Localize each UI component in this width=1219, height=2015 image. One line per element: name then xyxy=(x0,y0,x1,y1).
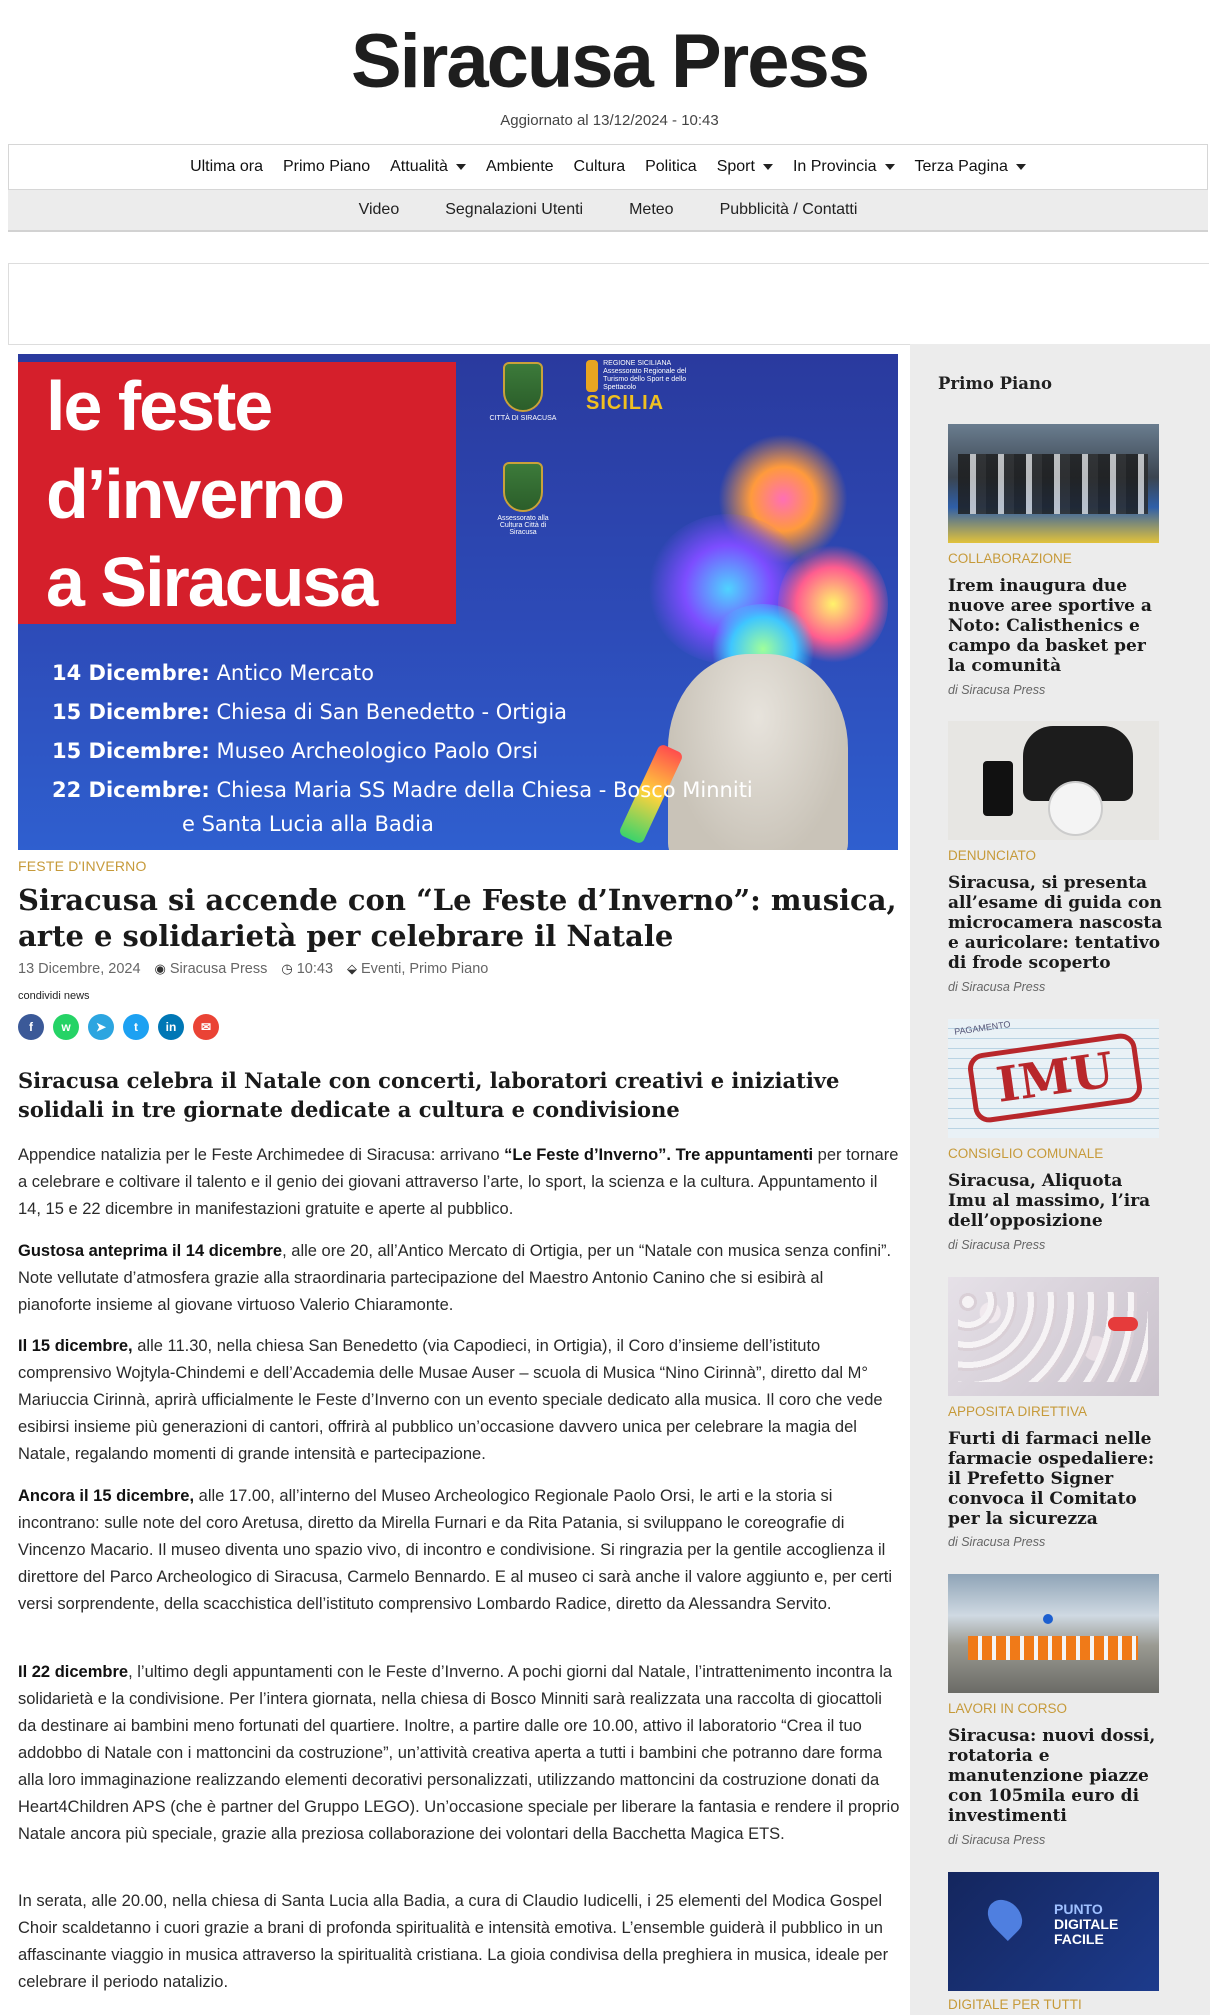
hero-title-line: d’inverno xyxy=(46,455,344,533)
card-byline: di Siracusa Press xyxy=(948,1238,1046,1252)
card-category[interactable]: APPOSITA DIRETTIVA xyxy=(948,1404,1088,1419)
article-paragraph xyxy=(18,1659,900,1848)
hero-date-place: Chiesa di San Benedetto - Ortigia xyxy=(216,700,568,724)
tag-icon: ⬙ xyxy=(347,961,358,976)
ad-banner-slot xyxy=(8,263,1209,345)
hero-title xyxy=(46,362,466,626)
nav-item-politica[interactable] xyxy=(635,158,707,176)
crest-icon xyxy=(503,462,543,512)
hero-title-line: le feste xyxy=(46,367,272,445)
city-crest-logo xyxy=(488,362,558,422)
card-category[interactable]: COLLABORAZIONE xyxy=(948,551,1072,566)
card-title[interactable]: Siracusa, si presenta all’esame di guida con microcamera nascosta e auricolare: tentativo di frode scoperto xyxy=(948,873,1163,973)
email-share-icon[interactable]: ✉ xyxy=(193,1014,219,1040)
region-logo xyxy=(586,360,706,415)
earpiece-illustration xyxy=(1048,781,1103,836)
nav-item-meteo[interactable]: Meteo xyxy=(629,201,674,218)
nav-label: Cultura xyxy=(573,158,626,175)
hero-event-dates xyxy=(52,654,753,838)
nav-label: Primo Piano xyxy=(282,158,371,175)
card-title[interactable]: Siracusa, Aliquota Imu al massimo, l’ira dell’opposizione xyxy=(948,1171,1151,1231)
card-image-punto-digitale[interactable] xyxy=(948,1872,1159,1991)
site-logo-title[interactable]: Siracusa Press xyxy=(350,19,869,104)
logo-caption: REGIONE SICILIANA Assessorato Regionale del Turismo dello Sport e dello Spettacolo xyxy=(603,360,687,391)
nav-item-pubblicita[interactable]: Pubblicità / Contatti xyxy=(719,201,858,218)
nav-label: Attualità xyxy=(390,158,448,175)
sicilia-logo-text: SICILIA xyxy=(586,392,665,414)
nav-label: Sport xyxy=(716,158,755,175)
card-byline: di Siracusa Press xyxy=(948,1535,1046,1549)
hero-date-day: 15 Dicembre: xyxy=(52,739,210,763)
logo-line: PUNTO xyxy=(1054,1901,1103,1917)
hero-date-line xyxy=(52,693,753,732)
date-text: 13 Dicembre, 2024 xyxy=(18,961,141,977)
article-paragraph xyxy=(18,1333,900,1468)
article-tags[interactable] xyxy=(347,961,488,977)
article-paragraph xyxy=(18,1483,900,1618)
people-silhouettes xyxy=(958,454,1148,514)
user-icon: ◉ xyxy=(154,961,166,976)
article-paragraph xyxy=(18,1888,900,1996)
nav-item-ambiente[interactable] xyxy=(476,158,564,176)
chevron-down-icon xyxy=(885,164,895,170)
region-mark-icon xyxy=(586,360,598,392)
para-bold: Gustosa anteprima il 14 dicembre xyxy=(18,1242,283,1260)
nav-label: In Provincia xyxy=(792,158,877,175)
crest-icon xyxy=(503,362,543,412)
red-pill xyxy=(1108,1317,1138,1331)
imu-stamp: IMU xyxy=(966,1032,1144,1125)
chevron-down-icon xyxy=(1016,164,1026,170)
para-text: alle 11.30, nella chiesa San Benedetto (via Capodieci, in Ortigia), il Coro d’insieme dell’istituto comprensivo Wojtyla-Chindemi e dell’Accademia delle Musae Auser – scuola di Musica “Nino Cirinnà”, diretto dal M° Mariuccia Cirinnà, aprirà ufficialmente le Feste d’Inverno con un evento speciale dedicato alla musica. Il coro che vede esibirsi insieme più generazioni di cantori, offrirà al pubblico un’occasione davvero unica per celebrare la magia del Natale, regalando momenti di grande intensità e partecipazione. xyxy=(18,1337,883,1463)
logo-line: DIGITALE xyxy=(1054,1916,1119,1932)
card-image-sports[interactable] xyxy=(948,424,1159,543)
card-title[interactable]: Irem inaugura due nuove aree sportive a Noto: Calisthenics e campo da basket per la comunità xyxy=(948,576,1152,676)
nav-label: Terza Pagina xyxy=(914,158,1008,175)
para-bold: Il 22 dicembre xyxy=(18,1663,129,1681)
article-author[interactable] xyxy=(155,961,268,977)
culture-crest-logo xyxy=(488,462,558,536)
location-pin-icon xyxy=(981,1893,1029,1941)
logo-caption: CITTÀ DI SIRACUSA xyxy=(489,415,557,422)
nav-label: Ultima ora xyxy=(190,158,263,175)
hero-date-day: 14 Dicembre: xyxy=(52,661,210,685)
time-text: 10:43 xyxy=(296,961,334,977)
card-image-exam-devices[interactable] xyxy=(948,721,1159,840)
article-lead: Siracusa celebra il Natale con concerti, laboratori creativi e iniziative solidali in tre giornate dedicate a cultura e condivisione xyxy=(18,1068,840,1122)
phone-illustration xyxy=(983,761,1013,816)
card-category[interactable]: CONSIGLIO COMUNALE xyxy=(948,1146,1104,1161)
hero-date-line xyxy=(52,771,753,810)
hero-title-line: a Siracusa xyxy=(46,543,377,621)
logo-line: FACILE xyxy=(1054,1931,1104,1947)
hero-date-place: Chiesa Maria SS Madre della Chiesa - Bosco Minniti xyxy=(216,778,753,802)
hero-date-place: Museo Archeologico Paolo Orsi xyxy=(216,739,539,763)
hero-date-place: Antico Mercato xyxy=(216,661,374,685)
pills-pattern xyxy=(958,1292,1148,1382)
nav-item-sport[interactable] xyxy=(707,158,783,176)
card-category[interactable]: LAVORI IN CORSO xyxy=(948,1701,1068,1716)
tags-text: Eventi, Primo Piano xyxy=(361,961,489,977)
primary-nav xyxy=(8,144,1208,190)
card-image-pills[interactable] xyxy=(948,1277,1159,1396)
nav-item-ultima-ora[interactable] xyxy=(180,158,273,176)
secondary-nav xyxy=(8,190,1208,232)
para-text: , alle ore 20, all’Antico Mercato di Ortigia, per un “Natale con musica senza confini”. Note vellutate d’atmosfera grazie alla straordinaria partecipazione del Maestro Antonio Canino che si esibirà al pianoforte insieme al giovane virtuoso Valerio Chiaramonte. xyxy=(18,1242,892,1314)
punto-digitale-logo xyxy=(1054,1902,1118,1947)
hero-date-line xyxy=(52,810,753,838)
article-title: Siracusa si accende con “Le Feste d’Inverno”: musica, arte e solidarietà per celebrare il Natale xyxy=(18,883,897,953)
article-category[interactable]: FESTE D'INVERNO xyxy=(18,858,147,874)
nav-item-in-provincia[interactable] xyxy=(783,158,905,176)
hero-date-day: 22 Dicembre: xyxy=(52,778,210,802)
nav-label: Politica xyxy=(645,158,697,175)
chevron-down-icon xyxy=(456,164,466,170)
hero-date-line xyxy=(52,732,753,771)
card-category[interactable]: DENUNCIATO xyxy=(948,848,1037,863)
hero-date-place: e Santa Lucia alla Badia xyxy=(182,812,434,836)
last-updated: Aggiornato al 13/12/2024 - 10:43 xyxy=(500,112,719,129)
logo-caption: Assessorato alla Cultura Città di Siracusa xyxy=(497,515,549,536)
share-buttons xyxy=(18,1014,219,1040)
article-paragraph xyxy=(18,1142,900,1223)
whatsapp-share-icon[interactable]: w xyxy=(53,1014,79,1040)
road-sign xyxy=(1043,1614,1053,1624)
nav-item-attualita[interactable] xyxy=(380,158,476,176)
card-image-roadworks[interactable] xyxy=(948,1574,1159,1693)
author-text: Siracusa Press xyxy=(169,961,268,977)
barrier-illustration xyxy=(968,1636,1138,1660)
share-label: condividi news xyxy=(18,990,90,1002)
nav-item-cultura[interactable] xyxy=(564,158,636,176)
para-text: Appendice natalizia per le Feste Archimedee di Siracusa: arrivano xyxy=(18,1146,505,1164)
card-title[interactable]: Furti di farmaci nelle farmacie ospedaliere: il Prefetto Signer convoca il Comitato per la sicurezza xyxy=(948,1429,1155,1529)
chevron-down-icon xyxy=(763,164,773,170)
para-bold: “Le Feste d’Inverno”. Tre appuntamenti xyxy=(504,1146,814,1164)
imu-small-text: PAGAMENTO xyxy=(953,1019,1012,1037)
twitter-share-icon[interactable]: t xyxy=(123,1014,149,1040)
article-hero-image xyxy=(18,354,898,850)
article-date xyxy=(18,961,141,977)
card-byline: di Siracusa Press xyxy=(948,1833,1046,1847)
nav-item-terza-pagina[interactable] xyxy=(905,158,1036,176)
hero-date-line xyxy=(52,654,753,693)
para-text: , l’ultimo degli appuntamenti con le Feste d’Inverno. A pochi giorni dal Natale, l’intrattenimento incontra la solidarietà e la condivisione. Per l’intera giornata, nella chiesa di Bosco Minniti sarà realizzata una raccolta di giocattoli da destinare ai bambini meno fortunati del quartiere. Inoltre, a partire dalle ore 10.00, attivo il laboratorio “Crea il tuo addobbo di Natale con i mattoncini da costruzione”, un’attività creativa aperta a tutti i bambini che potranno dare forma alla loro immaginazione realizzando elementi decorativi personalizzati, utilizzando mattoncini da costruzione donati da Heart4Children APS (che è partner del Gruppo LEGO). Un’occasione speciale per liberare la fantasia e rendere il proprio Natale ancora più speciale, grazie alla preziosa collaborazione dei volontari della Bacchetta Magica ETS. xyxy=(18,1663,900,1843)
card-category[interactable]: DIGITALE PER TUTTI xyxy=(948,1997,1082,2012)
para-text: alle 17.00, all’interno del Museo Archeologico Regionale Paolo Orsi, le arti e la storia si incontrano: sulle note del coro Aretusa, diretto da Mirella Furnari e da Rita Patania, si sviluppano le coreografie di Vincenzo Macario. Il museo diventa uno spazio vivo, di incontro e condivisione. Si ringrazia per la gentile accoglienza il direttore del Parco Archeologico di Siracusa, Carmelo Bennardo. E al museo ci sarà anche il valore aggiunto e, per certi versi sorprendente, della scacchistica dell’istituto comprensivo Lombardo Radice, diretto da Alessandra Servito. xyxy=(18,1487,893,1613)
article-meta xyxy=(18,961,488,977)
para-bold: Il 15 dicembre, xyxy=(18,1337,133,1355)
article-time xyxy=(281,961,333,977)
nav-item-primo-piano[interactable] xyxy=(273,158,380,176)
nav-item-video[interactable]: Video xyxy=(358,201,400,218)
card-byline: di Siracusa Press xyxy=(948,683,1046,697)
card-image-imu[interactable] xyxy=(948,1019,1159,1138)
para-text: per tornare a celebrare e coltivare il talento e il genio dei giovani attraverso l’arte, lo sport, la scienza e la cultura. Appuntamento il 14, 15 e 22 dicembre in manifestazioni gratuite e aperte al pubblico. xyxy=(18,1146,899,1218)
clock-icon: ◷ xyxy=(281,961,293,976)
linkedin-share-icon[interactable]: in xyxy=(158,1014,184,1040)
card-title[interactable]: Siracusa: nuovi dossi, rotatoria e manutenzione piazze con 105mila euro di investimenti xyxy=(948,1726,1156,1826)
facebook-share-icon[interactable]: f xyxy=(18,1014,44,1040)
sidebar-title: Primo Piano xyxy=(938,374,1052,393)
nav-item-segnalazioni[interactable]: Segnalazioni Utenti xyxy=(445,201,584,218)
para-bold: Ancora il 15 dicembre, xyxy=(18,1487,195,1505)
card-byline: di Siracusa Press xyxy=(948,980,1046,994)
nav-label: Ambiente xyxy=(485,158,554,175)
hero-date-day: 15 Dicembre: xyxy=(52,700,210,724)
telegram-share-icon[interactable]: ➤ xyxy=(88,1014,114,1040)
article-paragraph xyxy=(18,1238,900,1319)
para-text: In serata, alle 20.00, nella chiesa di Santa Lucia alla Badia, a cura di Claudio Iudicelli, i 25 elementi del Modica Gospel Choir scaldetanno i cuori grazie a brani di profonda spiritualità e intensità emotiva. L’ensemble guiderà il pubblico in un affascinante viaggio in musica attraverso la spiritualità cristiana. La gioia condivisa della preghiera in musica, ideale per celebrare il periodo natalizio. xyxy=(18,1892,889,1991)
